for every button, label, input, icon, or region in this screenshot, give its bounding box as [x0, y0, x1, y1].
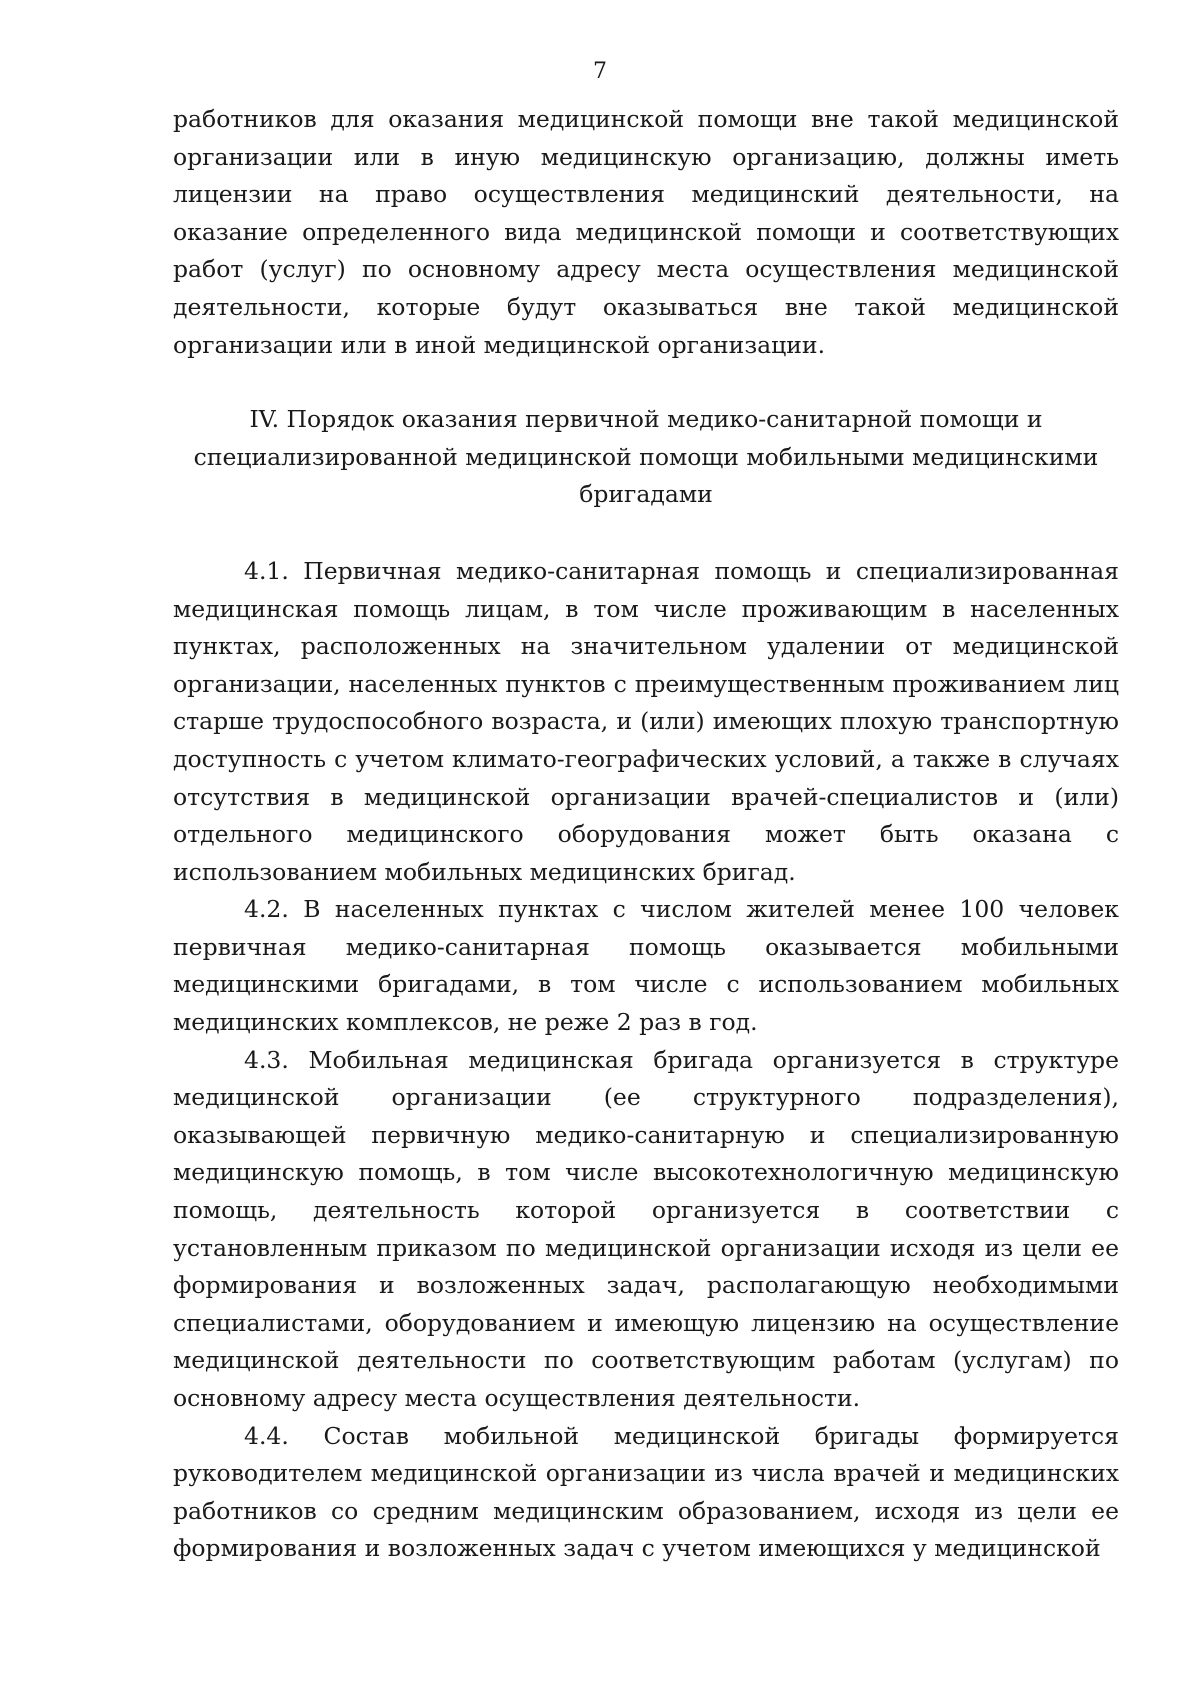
document-body [173, 101, 1119, 1568]
page-number: 7 [593, 59, 607, 84]
paragraph-4-2: 4.2. В населенных пунктах с числом жителей менее 100 человек первичная медико-санитарная помощь оказывается мобильными медицинскими бригадами, в том числе с использованием мобильных медицинских комплексов, не реже 2 раз в год. [173, 895, 1119, 1037]
paragraph-continuation: работников для оказания медицинской помощи вне такой медицинской организации или в иную медицинскую организацию, должны иметь лицензии на право осуществления медицинский деятельности, на оказание определенного вида медицинской помощи и соответствующих работ (услуг) по основному адресу места осуществления медицинской деятельности, которые будут оказываться вне такой медицинской организации или в иной медицинской организации. [173, 105, 1119, 359]
paragraph-4-3: 4.3. Мобильная медицинская бригада организуется в структуре медицинской организации (ее структурного подразделения), оказывающей первичную медико-санитарную и специализированную медицинскую помощь, в том числе высокотехнологичную медицинскую помощь, деятельность которой организуется в соответствии с установленным приказом по медицинской организации исходя из цели ее формирования и возложенных задач, располагающую необходимыми специалистами, оборудованием и имеющую лицензию на осуществление медицинской деятельности по соответствующим работам (услугам) по основному адресу места осуществления деятельности. [173, 1045, 1119, 1412]
paragraph-4-1: 4.1. Первичная медико-санитарная помощь и специализированная медицинская помощь лицам, в том числе проживающим в населенных пунктах, расположенных на значительном удалении от медицинской организации, населенных пунктов с преимущественным проживанием лиц старше трудоспособного возраста, и (или) имеющих плохую транспортную доступность с учетом климато-географических условий, а также в случаях отсутствия в медицинской организации врачей-специалистов и (или) отдельного медицинского оборудования может быть оказана с использованием мобильных медицинских бригад. [173, 556, 1119, 886]
section-heading: IV. Порядок оказания первичной медико-санитарной помощи и специализированной медицинской помощи мобильными медицинскими бригадами [193, 405, 1099, 509]
paragraph-4-4: 4.4. Состав мобильной медицинской бригады формируется руководителем медицинской организации из числа врачей и медицинских работников со средним медицинским образованием, исходя из цели ее формирования и возложенных задач с учетом имеющихся у медицинской [173, 1421, 1119, 1563]
